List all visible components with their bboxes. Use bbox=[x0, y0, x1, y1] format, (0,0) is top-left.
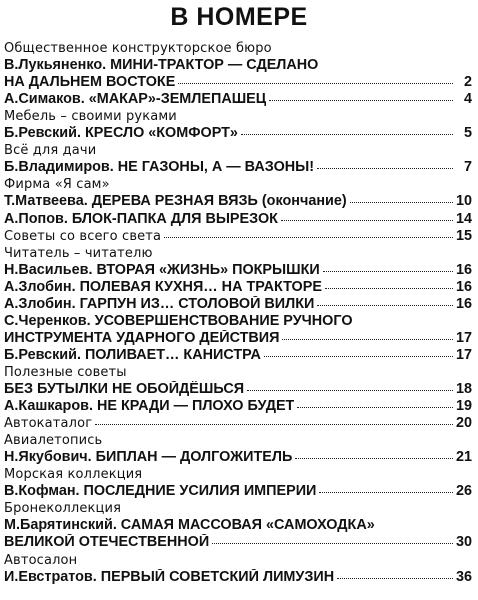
entry-title: Б.Владимиров. НЕ ГАЗОНЫ, А — ВАЗОНЫ! bbox=[4, 159, 315, 176]
section-heading: Бронеколлекция bbox=[4, 501, 122, 517]
toc-entry bbox=[4, 74, 472, 91]
leader-dots bbox=[325, 288, 453, 289]
toc-entry bbox=[4, 262, 472, 279]
leader-dots bbox=[323, 271, 453, 272]
entry-title: А.Симаков. «МАКАР»-ЗЕМЛЕПАШЕЦ bbox=[4, 91, 267, 108]
page-number: 30 bbox=[455, 534, 472, 551]
page-number: 14 bbox=[455, 210, 472, 227]
toc-entry bbox=[4, 296, 472, 313]
toc-entry bbox=[4, 517, 472, 534]
toc-entry bbox=[4, 125, 472, 142]
entry-title: НА ДАЛЬНЕМ ВОСТОКЕ bbox=[4, 74, 176, 91]
section-heading: Фирма «Я сам» bbox=[4, 177, 110, 193]
leader-dots bbox=[317, 305, 453, 306]
entry-title: Н.Якубович. БИПЛАН — ДОЛГОЖИТЕЛЬ bbox=[4, 449, 293, 466]
entry-title: В.Кофман. ПОСЛЕДНИЕ УСИЛИЯ ИМПЕРИИ bbox=[4, 483, 317, 500]
toc-entry bbox=[4, 347, 472, 364]
section-heading: Мебель – своими руками bbox=[4, 109, 177, 125]
leader-dots bbox=[247, 390, 453, 391]
leader-dots bbox=[178, 83, 453, 84]
leader-dots bbox=[281, 220, 453, 221]
toc-entry bbox=[4, 313, 472, 330]
page-title: В НОМЕРЕ bbox=[170, 3, 308, 31]
page-number: 20 bbox=[455, 415, 472, 432]
entry-title: А.Злобин. ПОЛЕВАЯ КУХНЯ… НА ТРАКТОРЕ bbox=[4, 278, 322, 295]
page-number: 7 bbox=[463, 159, 472, 176]
section-heading: Авиалетопись bbox=[4, 433, 103, 449]
leader-dots bbox=[295, 458, 453, 459]
entry-title: Б.Ревский. КРЕСЛО «КОМФОРТ» bbox=[4, 125, 238, 142]
toc-entry bbox=[4, 569, 472, 586]
entry-title: С.Черенков. УСОВЕРШЕНСТВОВАНИЕ РУЧНОГО bbox=[4, 312, 353, 329]
toc-entry bbox=[4, 159, 472, 176]
leader-dots bbox=[350, 202, 453, 203]
page-number: 19 bbox=[455, 398, 472, 415]
page-number: 2 bbox=[463, 74, 472, 91]
entry-title: ИНСТРУМЕНТА УДАРНОГО ДЕЙСТВИЯ bbox=[4, 329, 280, 346]
page-number: 10 bbox=[455, 193, 472, 210]
page-number: 16 bbox=[455, 278, 472, 295]
leader-dots bbox=[95, 424, 453, 425]
section-heading: Морская коллекция bbox=[4, 467, 143, 483]
toc-entry bbox=[4, 228, 472, 245]
entry-title: Б.Ревский. ПОЛИВАЕТ… КАНИСТРА bbox=[4, 346, 261, 363]
page-number: 17 bbox=[455, 346, 472, 363]
entry-title: А.Попов. БЛОК-ПАПКА ДЛЯ ВЫРЕЗОК bbox=[4, 210, 278, 227]
toc-entry bbox=[4, 211, 472, 228]
section-heading: Читатель – читателю bbox=[4, 245, 153, 261]
entry-title: Советы со всего света bbox=[4, 228, 162, 244]
leader-dots bbox=[282, 339, 453, 340]
entry-title: ВЕЛИКОЙ ОТЕЧЕСТВЕННОЙ bbox=[4, 534, 210, 551]
leader-dots bbox=[164, 237, 453, 238]
page-number: 16 bbox=[455, 261, 472, 278]
entry-title: А.Кашкаров. НЕ КРАДИ — ПЛОХО БУДЕТ bbox=[4, 398, 295, 415]
entry-title: М.Барятинский. САМАЯ МАССОВАЯ «САМОХОДКА» bbox=[4, 517, 375, 534]
entry-title: В.Лукьяненко. МИНИ-ТРАКТОР — СДЕЛАНО bbox=[4, 57, 319, 74]
page-number: 21 bbox=[455, 449, 472, 466]
leader-dots bbox=[319, 492, 453, 493]
page-number: 5 bbox=[463, 125, 472, 142]
leader-dots bbox=[317, 168, 453, 169]
leader-dots bbox=[297, 407, 453, 408]
toc-entry bbox=[4, 449, 472, 466]
leader-dots bbox=[212, 543, 453, 544]
leader-dots bbox=[269, 100, 453, 101]
section-heading: Полезные советы bbox=[4, 364, 127, 380]
page-number: 17 bbox=[455, 329, 472, 346]
toc-entry bbox=[4, 279, 472, 296]
entry-title: А.Злобин. ГАРПУН ИЗ… СТОЛОВОЙ ВИЛКИ bbox=[4, 295, 315, 312]
entry-title: И.Евстратов. ПЕРВЫЙ СОВЕТСКИЙ ЛИМУЗИН bbox=[4, 568, 335, 585]
leader-dots bbox=[337, 578, 453, 579]
toc-entry bbox=[4, 57, 472, 74]
entry-title: Автокаталог bbox=[4, 416, 93, 432]
toc-entry bbox=[4, 193, 472, 210]
entry-title: БЕЗ БУТЫЛКИ НЕ ОБОЙДЁШЬСЯ bbox=[4, 381, 245, 397]
toc-entry bbox=[4, 483, 472, 500]
toc-entry bbox=[4, 415, 472, 432]
toc-entry bbox=[4, 91, 472, 108]
toc-entry bbox=[4, 534, 472, 551]
leader-dots bbox=[241, 134, 453, 135]
page-number: 15 bbox=[455, 227, 472, 244]
entry-title: Н.Васильев. ВТОРАЯ «ЖИЗНЬ» ПОКРЫШКИ bbox=[4, 261, 320, 278]
entry-title: Т.Матвеева. ДЕРЕВА РЕЗНАЯ ВЯЗЬ (окончание) bbox=[4, 193, 347, 210]
leader-dots bbox=[264, 356, 453, 357]
toc-entry bbox=[4, 398, 472, 415]
page-number: 4 bbox=[463, 91, 472, 108]
page-number: 16 bbox=[455, 295, 472, 312]
toc-entry bbox=[4, 381, 472, 398]
section-heading: Автосалон bbox=[4, 552, 78, 568]
toc-entry bbox=[4, 330, 472, 347]
section-heading: Общественное конструкторское бюро bbox=[4, 41, 272, 56]
page-number: 18 bbox=[455, 381, 472, 397]
page-number: 36 bbox=[455, 568, 472, 585]
page-number: 26 bbox=[455, 483, 472, 500]
section-heading: Всё для дачи bbox=[4, 143, 97, 159]
